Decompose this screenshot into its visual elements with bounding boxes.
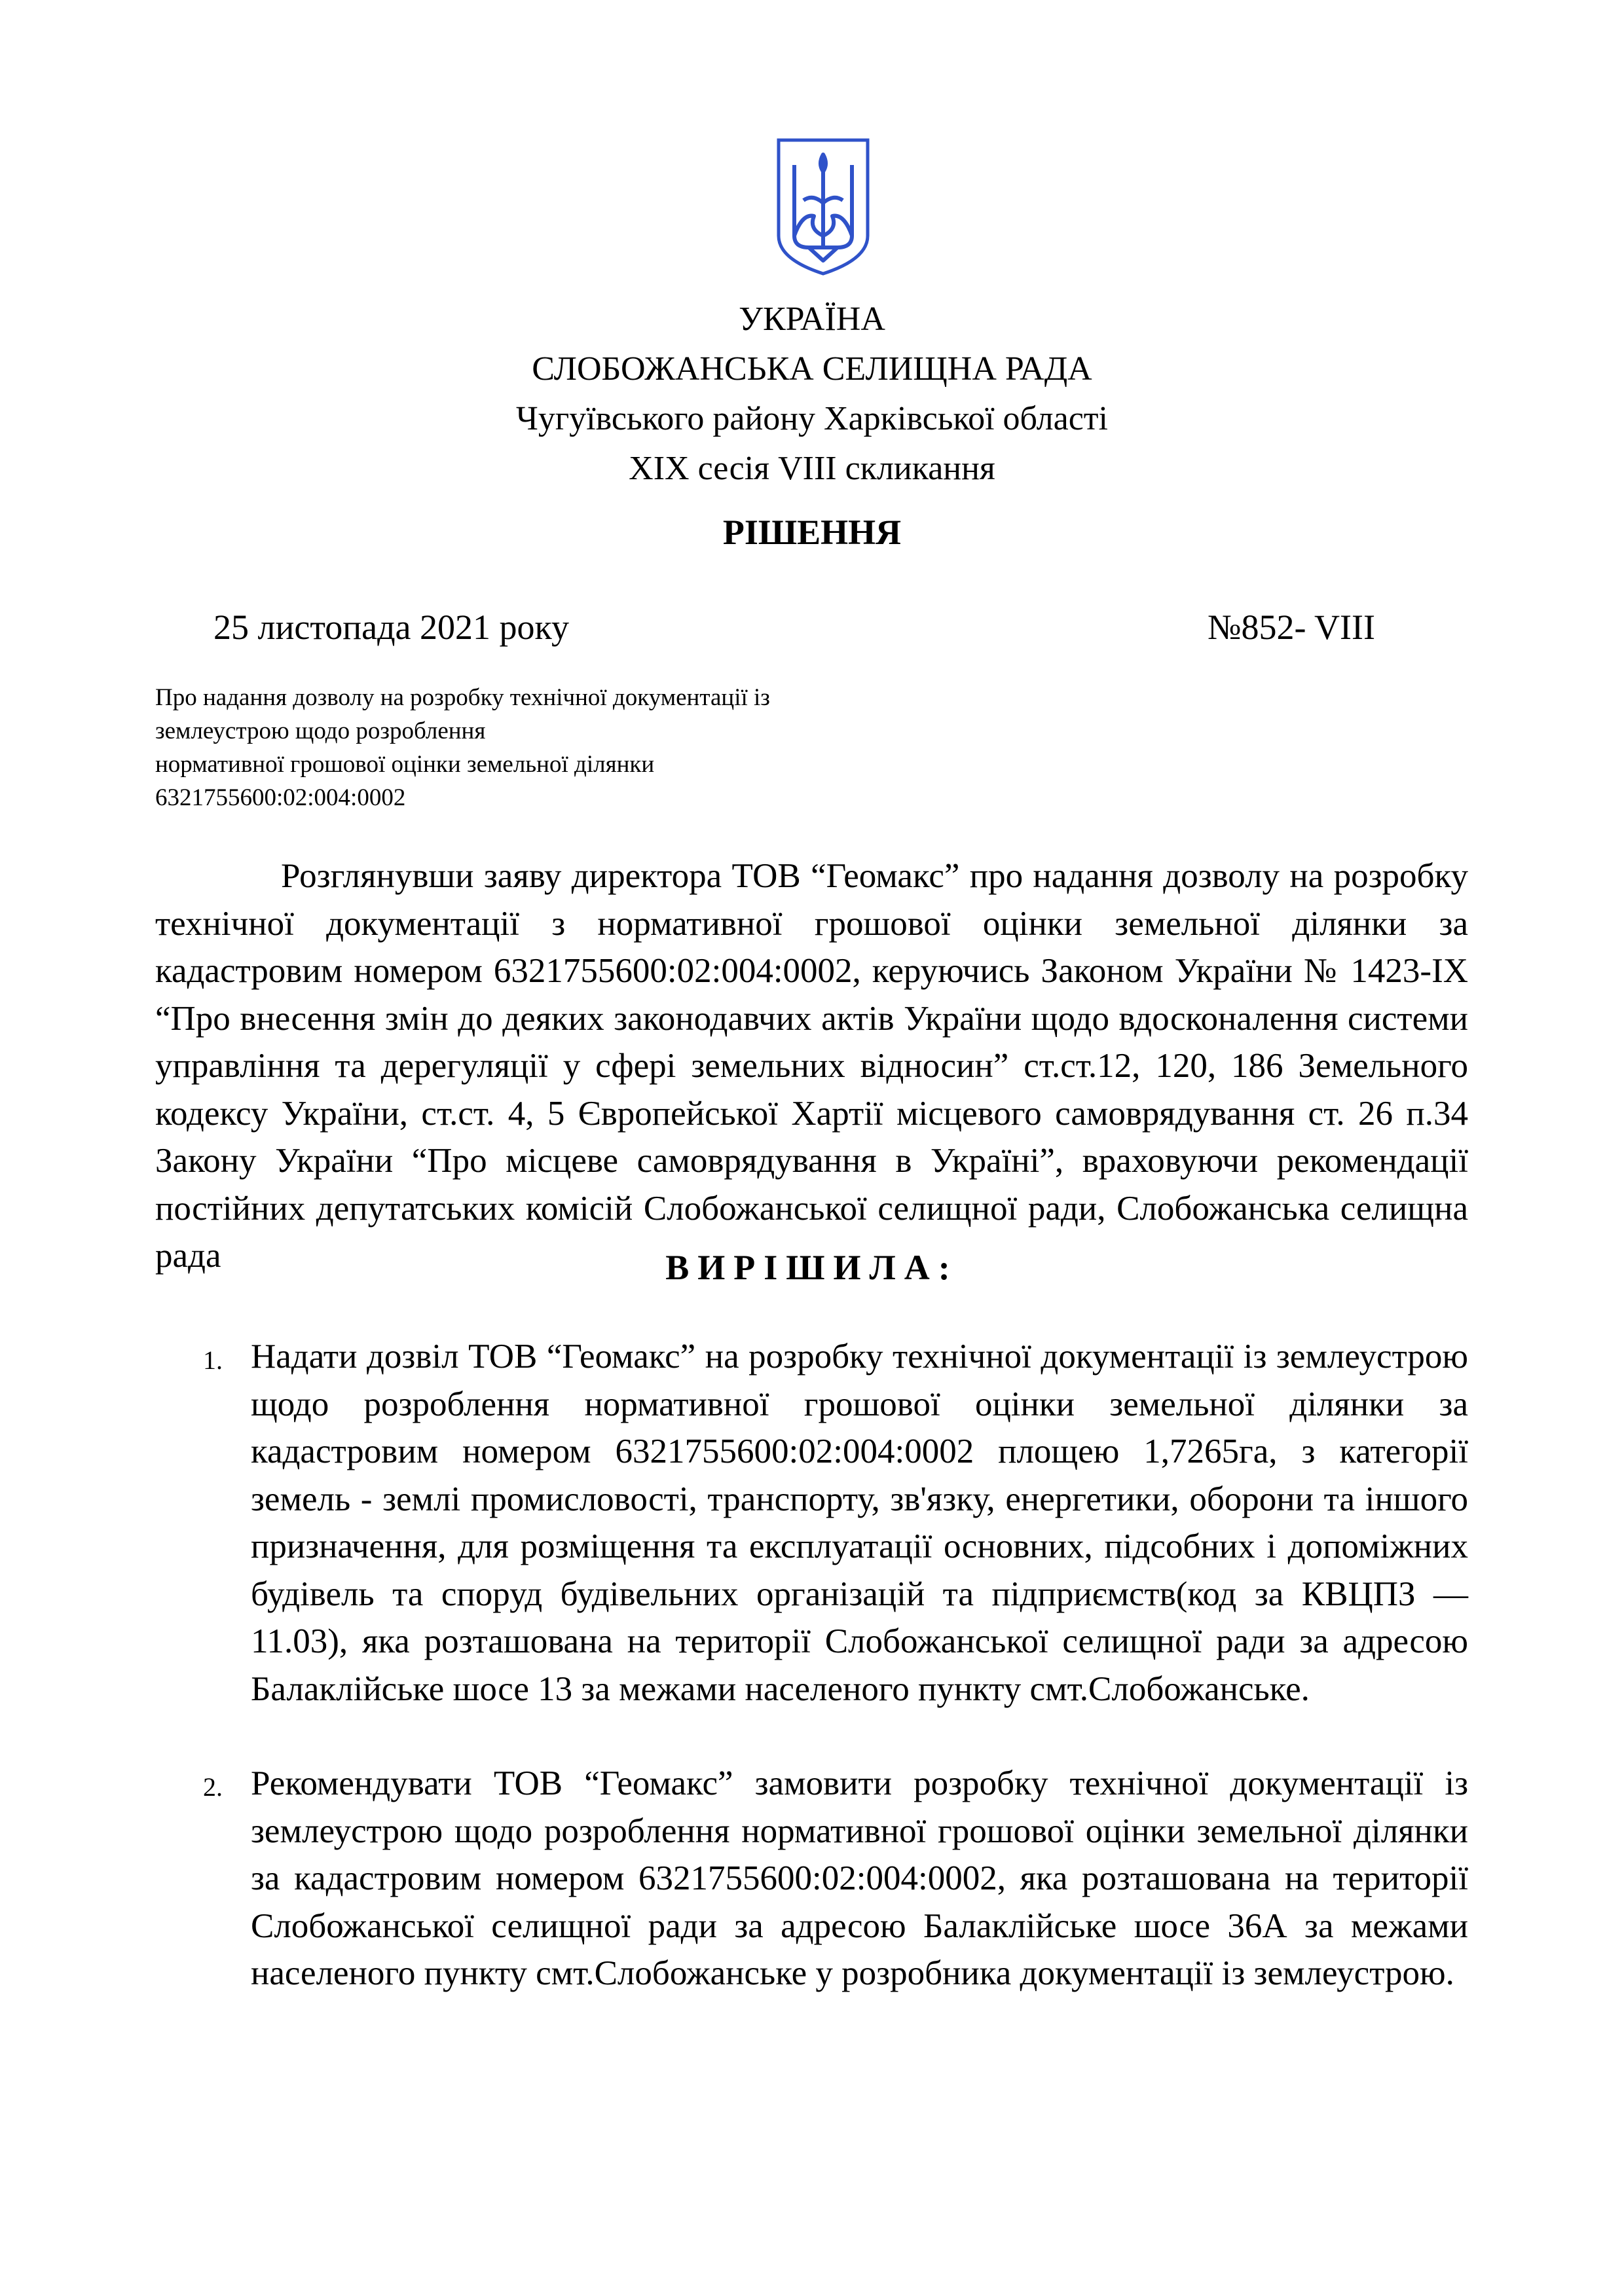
session-name: XIX сесія VIII скликання (629, 450, 995, 487)
decision-number: №852- VIII (1208, 608, 1375, 647)
subject-line: Про надання дозволу на розробку технічної документації із (155, 684, 770, 711)
list-item-number: 1. (203, 1345, 223, 1375)
document-title: РІШЕННЯ (722, 513, 902, 552)
subject-line: землеустрою щодо розроблення (155, 718, 486, 744)
preamble-paragraph: Розглянувши заяву директора ТОВ “Геомакс” про надання дозволу на розробку технічної документації з нормативної грошової оцінки земельної ділянки за кадастровим номером 6321755600:02:004:0002, керуючись Законом України № 1423-IX “Про внесення змін до деяких законодавчих актів України щодо вдосконалення системи управління та дерегуляції у сфері земельних відносин” ст.ст.12, 120, 186 Земельного кодексу України, ст.ст. 4, 5 Європейської Хартії місцевого самоврядування ст. 26 п.34 Закону України “Про місцеве самоврядування в Україні”, враховуючи рекомендації постійних депутатських комісій Слобожанської селищної ради, Слобожанська селищна рада (155, 857, 1468, 1275)
document-header (0, 295, 1624, 494)
list-item (155, 1760, 1468, 1997)
ukraine-trident-emblem-icon (775, 137, 872, 276)
list-item-text: Рекомендувати ТОВ “Геомакс” замовити розробку технічної документації із землеустрою щодо розроблення нормативної грошової оцінки земельної ділянки за кадастровим номером 6321755600:02:004:0002, яка розташована на території Слобожанської селищної ради за адресою Балаклійське шосе 36А за межами населеного пункту смт.Слобожанське у розробника документації із землеустрою. (251, 1764, 1468, 1992)
decision-date: 25 листопада 2021 року (213, 608, 569, 647)
list-item-text: Надати дозвіл ТОВ “Геомакс” на розробку технічної документації із землеустрою щодо розроблення нормативної грошової оцінки земельної ділянки за кадастровим номером 6321755600:02:004:0002 площею 1,7265га, з категорії земель - землі промисловості, транспорту, зв'язку, енергетики, оборони та іншого призначення, для розміщення та експлуатації основних, підсобних і допоміжних будівель та споруд будівельних організацій та підприємств(код за КВЦПЗ — 11.03), яка розташована на території Слобожанської селищної ради за адресою Балаклійське шосе 13 за межами населеного пункту смт.Слобожанське. (251, 1338, 1468, 1708)
list-item (155, 1333, 1468, 1713)
council-name: СЛОБОЖАНСЬКА СЕЛИЩНА РАДА (532, 350, 1092, 388)
subject-line: нормативної грошової оцінки земельної ділянки (155, 751, 655, 778)
decision-subject (155, 681, 954, 814)
country-name: УКРАЇНА (739, 301, 885, 338)
list-item-number: 2. (203, 1772, 223, 1802)
subject-line: 6321755600:02:004:0002 (155, 784, 406, 811)
decided-heading: ВИРІШИЛА: (665, 1248, 959, 1287)
region-name: Чугуївського району Харківської області (516, 400, 1108, 437)
